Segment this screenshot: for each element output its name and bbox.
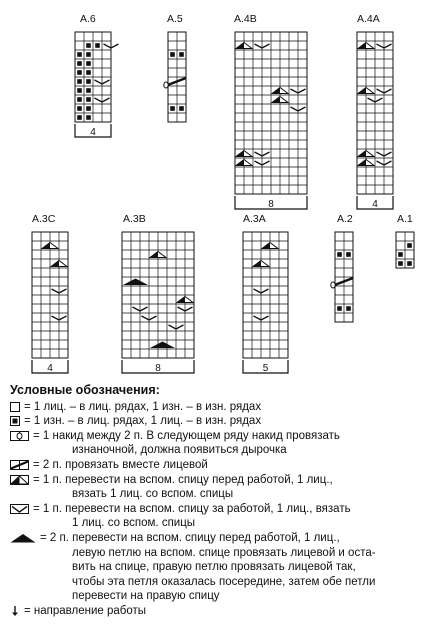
legend-item-k2tog (10, 458, 430, 473)
chart-label: A.2 (337, 213, 353, 225)
cable-center-icon (10, 533, 36, 543)
chart-grid (235, 32, 307, 194)
legend-text-line: = 1 изн. – в лиц. рядах, 1 лиц. – в изн. рядах (10, 414, 430, 429)
purl-mark (346, 252, 351, 257)
chart-a-4b (234, 13, 307, 210)
legend-item-knit-square (10, 400, 430, 415)
legend-text-line: вить на спице, правую петлю провязать лицевой так, (72, 561, 356, 574)
arrow-down-icon (10, 606, 20, 616)
purl-mark (170, 106, 175, 111)
width-brace (235, 196, 307, 210)
yarn-over-icon (10, 431, 29, 441)
legend-text-line: = 1 накид между 2 п. В следующем ряду накид провязать (10, 429, 430, 444)
width-brace (122, 360, 194, 374)
purl-mark (398, 252, 403, 257)
purl-square-icon (10, 416, 20, 426)
k2tog-icon (10, 460, 29, 470)
chart-a-2 (331, 213, 353, 322)
purl-mark (86, 88, 91, 93)
width-brace (357, 196, 393, 210)
knit-square-icon (10, 402, 20, 412)
legend-text-line: чтобы эта петля оказалась посередине, затем обе петли (72, 575, 376, 588)
chart-label: A.1 (397, 213, 413, 225)
purl-mark (337, 306, 342, 311)
purl-mark (86, 97, 91, 102)
purl-mark (407, 261, 412, 266)
purl-mark (86, 43, 91, 48)
width-label: 8 (268, 199, 274, 210)
purl-mark (179, 106, 184, 111)
purl-mark (77, 88, 82, 93)
purl-mark (86, 61, 91, 66)
width-label: 4 (372, 199, 378, 210)
purl-mark (77, 115, 82, 120)
legend-text-line: изнаночной, должна появиться дырочка (72, 444, 287, 457)
cable-back-icon (10, 504, 29, 514)
width-label: 5 (262, 363, 269, 374)
chart-a-4a (357, 13, 393, 210)
purl-mark (77, 79, 82, 84)
purl-mark (170, 52, 175, 57)
chart-label: A.5 (167, 13, 183, 25)
width-label: 4 (90, 127, 96, 138)
purl-mark (398, 261, 403, 266)
legend-text-line: вязать 1 лиц. со вспом. спицы (72, 488, 234, 501)
purl-mark (77, 106, 82, 111)
purl-mark (77, 52, 82, 57)
purl-mark (346, 306, 351, 311)
chart-a-3a (243, 213, 288, 374)
width-label: 4 (47, 363, 53, 374)
legend-item-cable-center (10, 531, 430, 604)
purl-mark (179, 52, 184, 57)
legend-text-line: = 1 п. перевести на вспом. спицу за работой, 1 лиц., вязать (10, 502, 430, 517)
purl-mark (86, 115, 91, 120)
purl-mark (95, 43, 100, 48)
chart-a-3b (122, 213, 194, 374)
chart-grid (32, 232, 68, 358)
legend-text-line: = 2 п. провязать вместе лицевой (10, 458, 430, 473)
cable-front-icon (10, 475, 29, 485)
chart-grid (243, 232, 288, 358)
chart-label: A.4B (234, 13, 257, 25)
legend-text-line: = 2 п. перевести на вспом. спицу перед работой, 1 лиц., (10, 531, 430, 546)
legend-item-cable-back (10, 502, 430, 531)
legend-text-line: левую петлю на вспом. спице провязать лицевой и оста- (72, 546, 376, 559)
purl-mark (86, 70, 91, 75)
purl-mark (86, 52, 91, 57)
legend-text-line: = направление работы (10, 604, 430, 619)
chart-a-3c (32, 213, 68, 374)
legend-title: Условные обозначения: (10, 383, 160, 397)
legend-item-purl-square (10, 414, 430, 429)
purl-mark (77, 70, 82, 75)
chart-label: A.3C (32, 213, 56, 225)
chart-a-6 (75, 13, 119, 138)
purl-mark (86, 106, 91, 111)
legend-text-line: = 1 лиц. – в лиц. рядах, 1 изн. – в изн. рядах (10, 400, 430, 415)
width-brace (32, 360, 68, 374)
chart-a-5 (164, 13, 186, 122)
chart-label: A.3A (243, 213, 266, 225)
purl-mark (77, 61, 82, 66)
purl-mark (337, 252, 342, 257)
width-label: 8 (155, 363, 161, 374)
chart-label: A.6 (80, 13, 96, 25)
chart-grid (357, 32, 393, 194)
purl-mark (86, 79, 91, 84)
purl-mark (77, 97, 82, 102)
chart-label: A.4A (357, 13, 380, 25)
legend-text-line: 1 лиц. со вспом. спицы (72, 517, 196, 530)
purl-mark (407, 243, 412, 248)
legend-text-line: = 1 п. перевести на вспом. спицу перед работой, 1 лиц., (10, 473, 430, 488)
legend (10, 383, 430, 619)
width-brace (75, 124, 111, 138)
legend-item-arrow-down (10, 604, 430, 619)
legend-text-line: перевести на правую спицу (72, 590, 220, 603)
chart-a-1 (396, 213, 414, 268)
width-brace (243, 360, 288, 374)
legend-item-yarn-over (10, 429, 430, 458)
chart-label: A.3B (123, 213, 146, 225)
legend-item-cable-front (10, 473, 430, 502)
